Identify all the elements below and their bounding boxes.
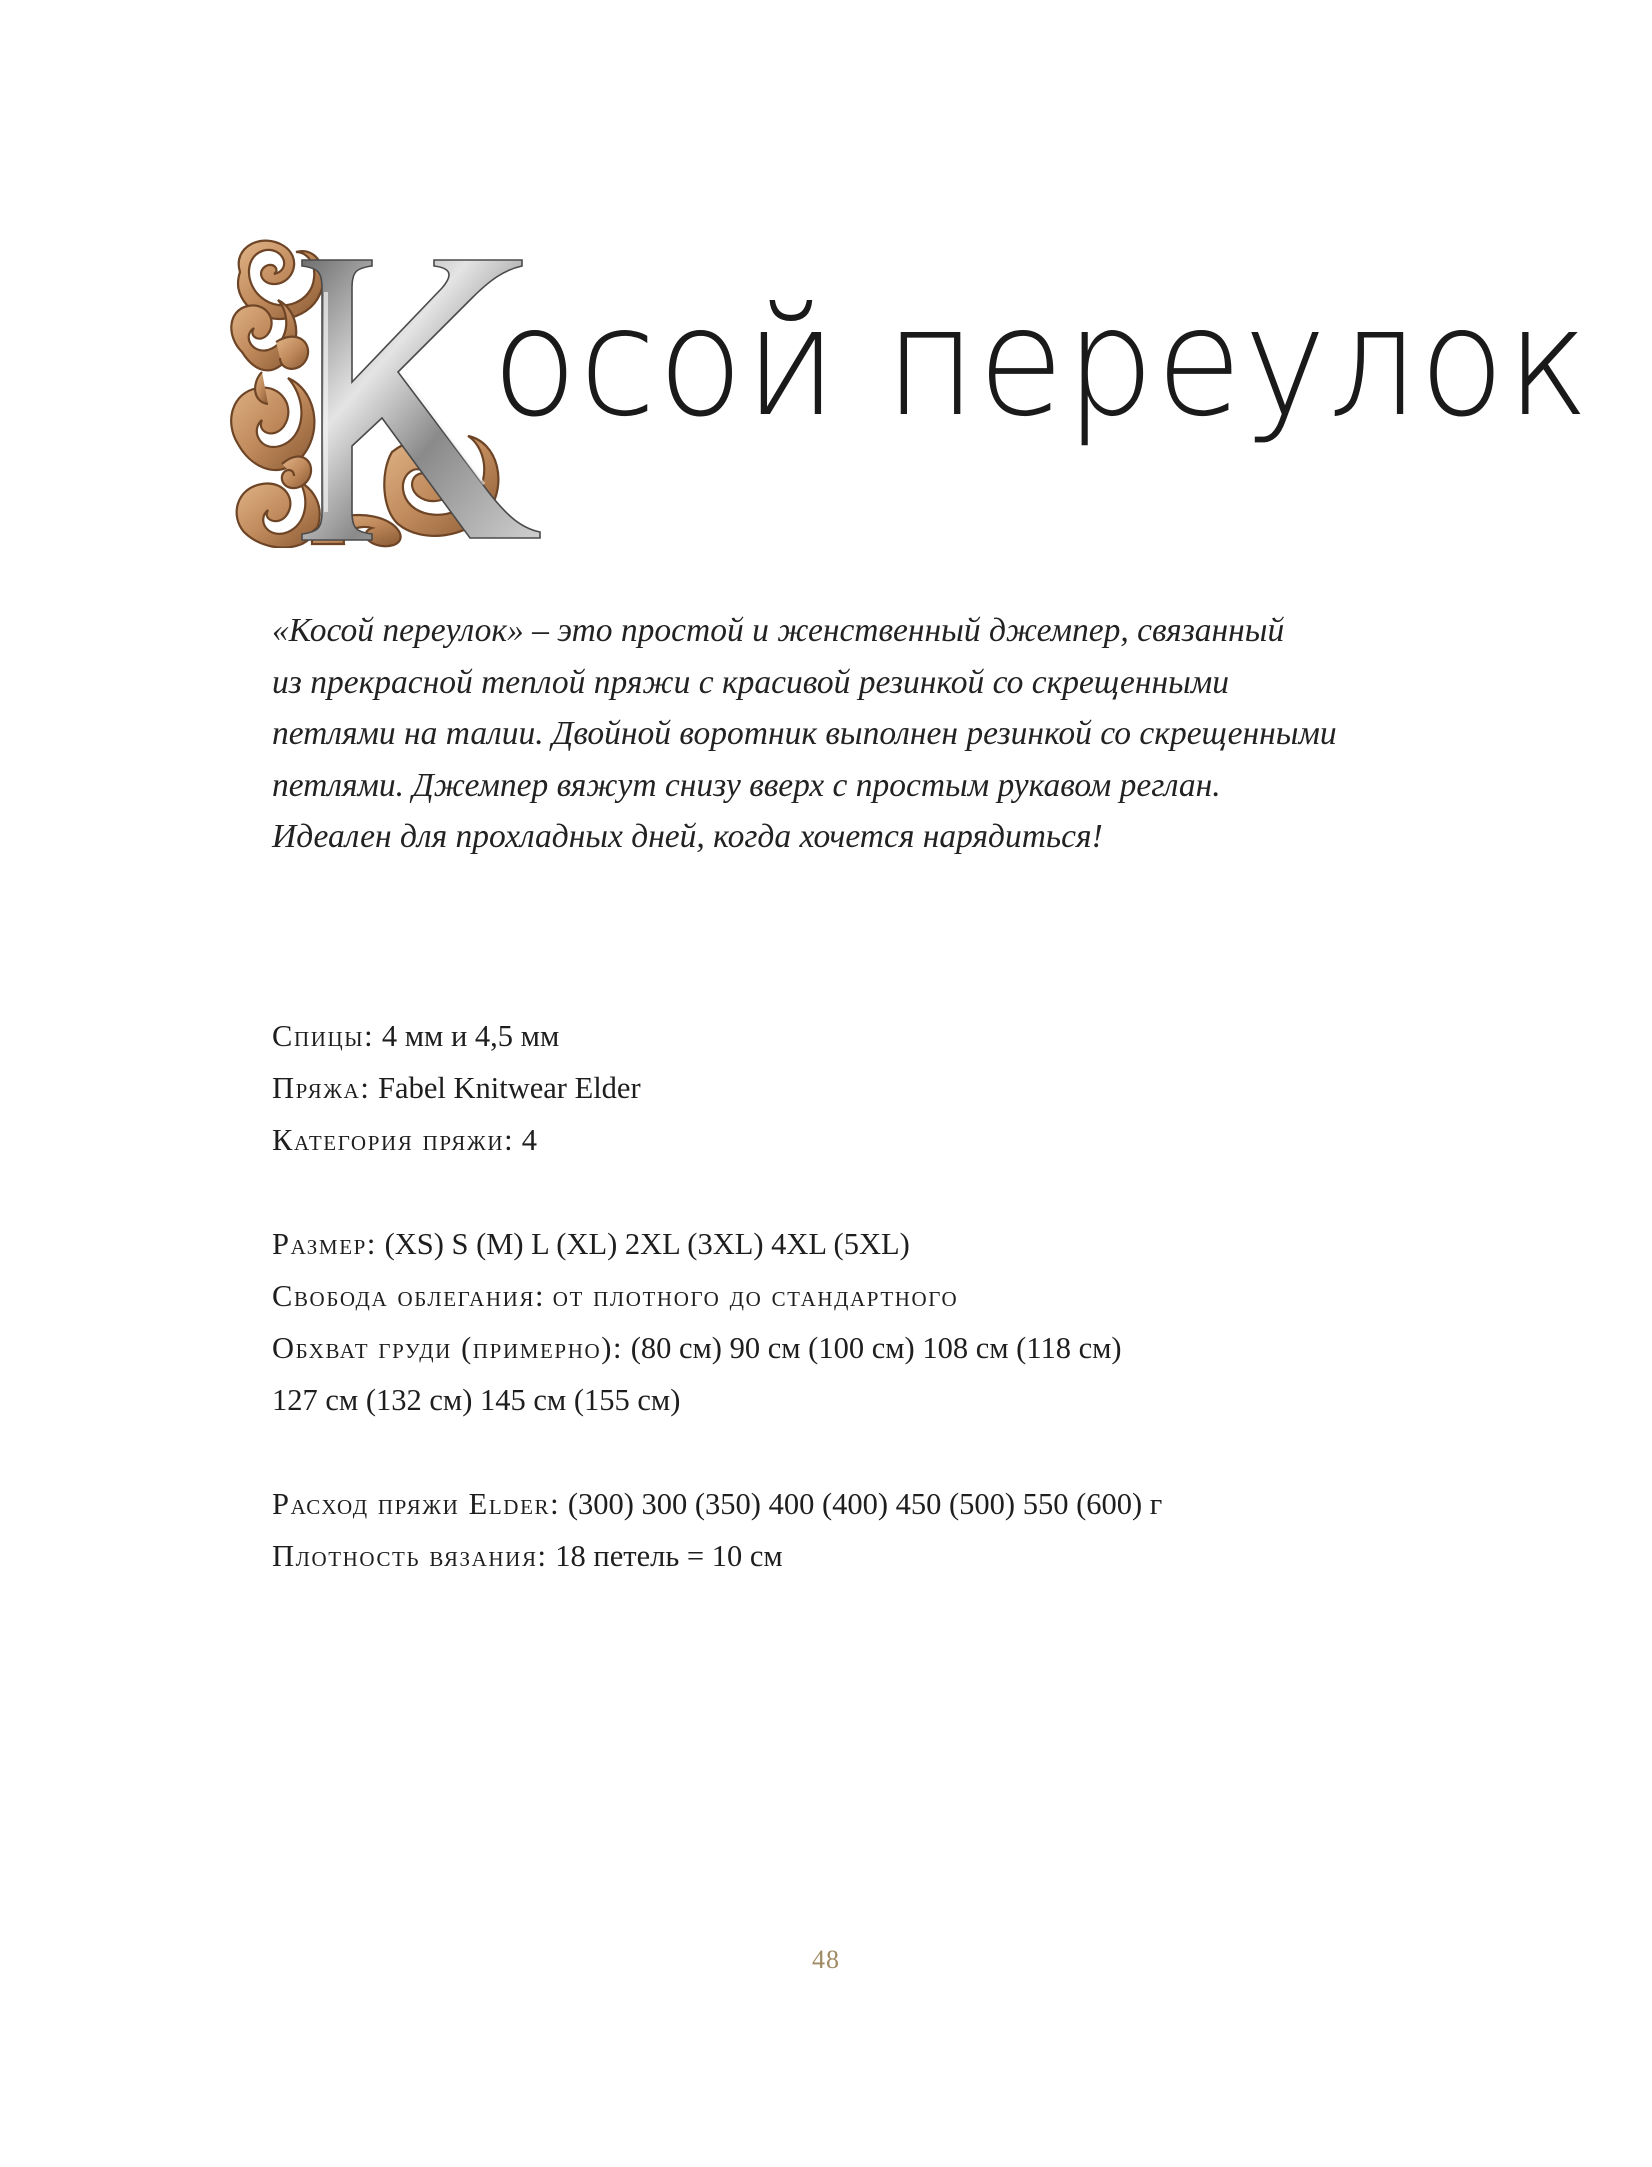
spec-fit xyxy=(272,1270,1472,1322)
spec-label: Плотность вязания: xyxy=(272,1539,548,1573)
spec-spacer xyxy=(272,1426,1472,1478)
spec-yarn xyxy=(272,1062,1472,1114)
intro-line: петлями. Джемпер вяжут снизу вверх с простым рукавом реглан. xyxy=(272,766,1221,804)
spec-value: 18 петель = 10 см xyxy=(555,1539,783,1573)
spec-chest-continued xyxy=(272,1374,1472,1426)
spec-label: Свобода облегания: xyxy=(272,1279,546,1313)
spec-label: Пряжа: xyxy=(272,1071,371,1105)
spec-label: Категория пряжи: xyxy=(272,1123,515,1157)
spec-value: (80 см) 90 см (100 см) 108 см (118 см) xyxy=(630,1331,1122,1365)
spec-value: (300) 300 (350) 400 (400) 450 (500) 550 (600) г xyxy=(567,1487,1163,1521)
spec-value: от плотного до стандартного xyxy=(552,1279,959,1313)
spec-consumption xyxy=(272,1478,1472,1530)
spec-value: 127 см (132 см) 145 см (155 см) xyxy=(272,1383,681,1417)
page-number: 48 xyxy=(812,1945,840,1974)
pattern-specs xyxy=(272,1010,1472,1582)
spec-value: 4 xyxy=(521,1123,538,1157)
intro-line: петлями на талии. Двойной воротник выполнен резинкой со скрещенными xyxy=(272,715,1337,752)
spec-chest xyxy=(272,1322,1472,1374)
spec-label: Обхват груди (примерно): xyxy=(272,1331,624,1365)
spec-value: (XS) S (M) L (XL) 2XL (3XL) 4XL (5XL) xyxy=(384,1227,910,1261)
intro-paragraph xyxy=(272,605,1472,863)
spec-value: Fabel Knitwear Elder xyxy=(378,1071,641,1105)
spec-label: Расход пряжи Elder: xyxy=(272,1487,561,1521)
chapter-title xyxy=(222,232,1592,552)
spec-gauge xyxy=(272,1530,1472,1582)
spec-needles xyxy=(272,1010,1472,1062)
spec-spacer xyxy=(272,1166,1472,1218)
intro-line: Идеален для прохладных дней, когда хочется нарядиться! xyxy=(272,818,1103,855)
intro-line: из прекрасной теплой пряжи с красивой резинкой со скрещенными xyxy=(272,663,1229,701)
page-title: осой переулок xyxy=(492,276,1592,450)
intro-line: «Косой переулок» – это простой и женственный джемпер, связанный xyxy=(272,612,1285,649)
spec-label: Размер: xyxy=(272,1227,377,1261)
spec-size xyxy=(272,1218,1472,1270)
spec-label: Спицы: xyxy=(272,1019,375,1053)
spec-yarn-category xyxy=(272,1114,1472,1166)
spec-value: 4 мм и 4,5 мм xyxy=(381,1019,560,1053)
